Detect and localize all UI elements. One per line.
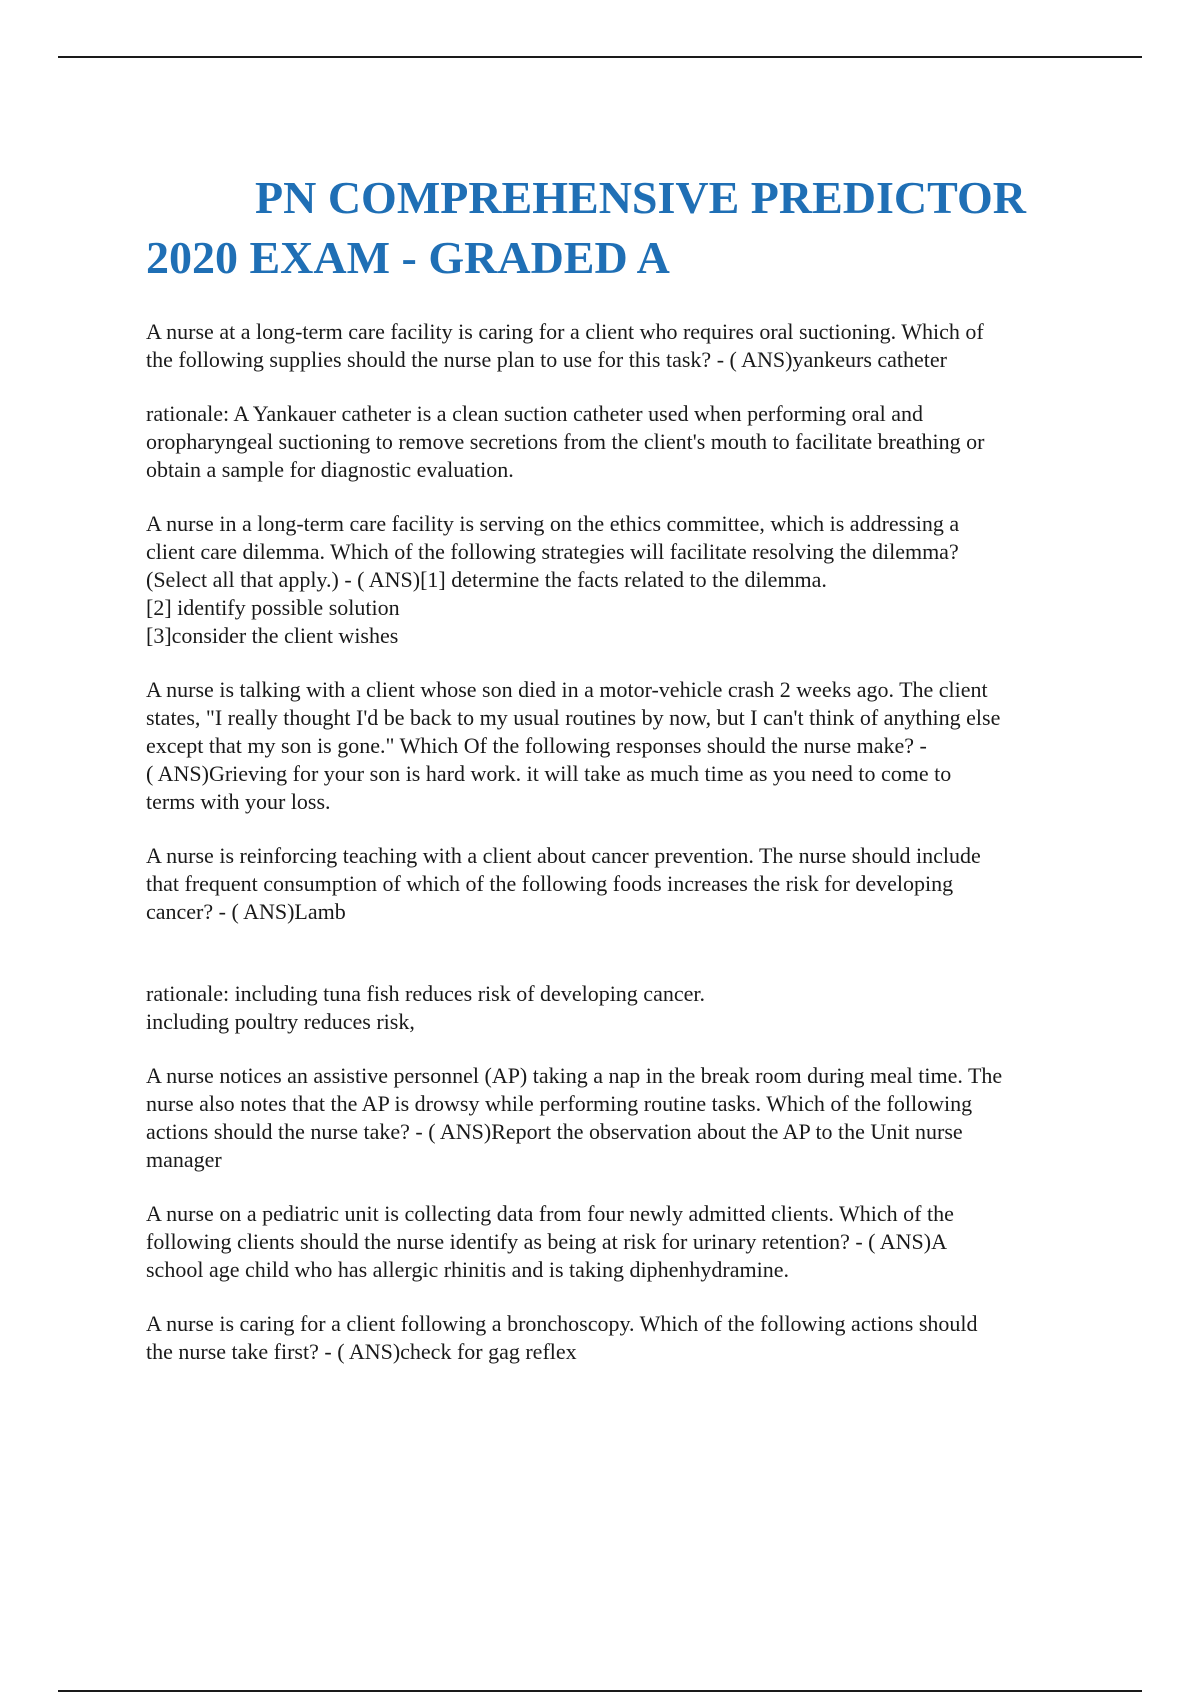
text-line: A nurse is caring for a client following a bronchoscopy. Which of the following actions should	[146, 1311, 978, 1336]
text-line: cancer? - ( ANS)Lamb	[146, 899, 346, 924]
text-line: the nurse take first? - ( ANS)check for gag reflex	[146, 1339, 577, 1364]
question-paragraph	[146, 510, 1106, 650]
text-line: [3]consider the client wishes	[146, 623, 399, 648]
text-line: manager	[146, 1147, 222, 1172]
bottom-divider	[58, 1690, 1142, 1692]
question-paragraph	[146, 676, 1106, 816]
text-line: states, "I really thought I'd be back to my usual routines by now, but I can't think of anything else	[146, 705, 1001, 730]
title-line: 2020 EXAM - GRADED A	[146, 232, 670, 283]
text-line: rationale: A Yankauer catheter is a clean suction catheter used when performing oral and	[146, 401, 924, 426]
text-line: client care dilemma. Which of the following strategies will facilitate resolving the dilemma?	[146, 539, 959, 564]
document-body	[146, 318, 1106, 1392]
text-line: except that my son is gone." Which Of the following responses should the nurse make? -	[146, 733, 927, 758]
text-line: following clients should the nurse identify as being at risk for urinary retention? - ( ANS)A	[146, 1229, 947, 1254]
rationale-paragraph	[146, 400, 1106, 484]
text-line: actions should the nurse take? - ( ANS)Report the observation about the AP to the Unit nurse	[146, 1119, 963, 1144]
text-line: A nurse in a long-term care facility is serving on the ethics committee, which is addressing a	[146, 511, 960, 536]
text-line: including poultry reduces risk,	[146, 1009, 415, 1034]
text-line: school age child who has allergic rhinitis and is taking diphenhydramine.	[146, 1257, 789, 1282]
text-line: oropharyngeal suctioning to remove secretions from the client's mouth to facilitate breathing or	[146, 429, 985, 454]
question-paragraph	[146, 1062, 1106, 1174]
question-paragraph	[146, 318, 1106, 374]
text-line: that frequent consumption of which of the following foods increases the risk for developing	[146, 871, 954, 896]
question-paragraph	[146, 1200, 1106, 1284]
text-line: A nurse is reinforcing teaching with a client about cancer prevention. The nurse should include	[146, 843, 981, 868]
text-line: A nurse at a long-term care facility is caring for a client who requires oral suctioning. Which of	[146, 319, 984, 344]
text-line: obtain a sample for diagnostic evaluation.	[146, 457, 514, 482]
top-divider	[58, 56, 1142, 58]
text-line: nurse also notes that the AP is drowsy while performing routine tasks. Which of the following	[146, 1091, 973, 1116]
document-title	[146, 168, 1106, 288]
text-line: ( ANS)Grieving for your son is hard work. it will take as much time as you need to come to	[146, 761, 952, 786]
text-line: [2] identify possible solution	[146, 595, 400, 620]
rationale-paragraph	[146, 980, 1106, 1036]
text-line: A nurse on a pediatric unit is collecting data from four newly admitted clients. Which of the	[146, 1201, 954, 1226]
text-line: (Select all that apply.) - ( ANS)[1] determine the facts related to the dilemma.	[146, 567, 827, 592]
text-line: the following supplies should the nurse plan to use for this task? - ( ANS)yankeurs catheter	[146, 347, 948, 372]
title-line: PN COMPREHENSIVE PREDICTOR	[255, 172, 1026, 223]
text-line: terms with your loss.	[146, 789, 331, 814]
question-paragraph	[146, 842, 1106, 926]
text-line: A nurse notices an assistive personnel (AP) taking a nap in the break room during meal time. The	[146, 1063, 1003, 1088]
text-line: rationale: including tuna fish reduces risk of developing cancer.	[146, 981, 705, 1006]
question-paragraph	[146, 1310, 1106, 1366]
text-line: A nurse is talking with a client whose son died in a motor-vehicle crash 2 weeks ago. The client	[146, 677, 988, 702]
